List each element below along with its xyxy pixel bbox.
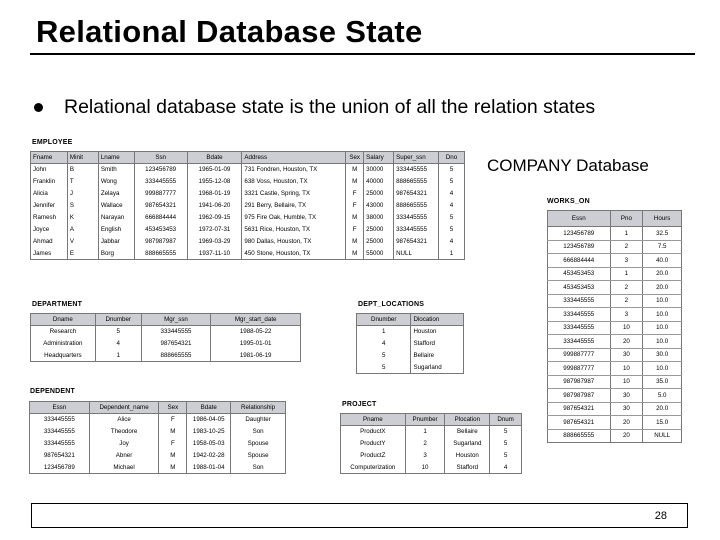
column-header: Pnumber (405, 414, 445, 426)
table-cell: F (159, 414, 187, 426)
table-cell: 1986-04-05 (187, 414, 231, 426)
table-cell: E (67, 248, 98, 260)
employee-table (30, 151, 465, 260)
table-cell: 4 (357, 338, 411, 350)
table-cell: 40.0 (643, 254, 682, 268)
table-cell: F (346, 200, 364, 212)
table-cell: 333445555 (30, 426, 90, 438)
table-cell: 15.0 (643, 416, 682, 430)
table-row (30, 450, 286, 462)
table-cell: 10 (610, 321, 643, 335)
table-row (548, 281, 682, 295)
table-cell: 5 (439, 176, 465, 188)
table-cell: 333445555 (548, 335, 611, 349)
table-cell: Alice (89, 414, 159, 426)
table-cell: 1983-10-25 (187, 426, 231, 438)
table-row (548, 362, 682, 376)
column-header: Dno (439, 152, 465, 164)
column-header: Minit (67, 152, 98, 164)
table-cell: 333445555 (141, 326, 211, 338)
bullet-dot-icon (34, 103, 43, 112)
table-cell: 888665555 (394, 200, 439, 212)
table-cell: 4 (490, 462, 522, 474)
table-cell: John (31, 164, 68, 176)
column-header: Dnumber (357, 314, 411, 326)
column-header: Relationship (231, 402, 286, 414)
table-cell: 35.0 (643, 375, 682, 389)
bullet-text: Relational database state is the union of all the relation states (64, 96, 596, 118)
table-cell: 1995-01-01 (211, 338, 301, 350)
table-cell: A (67, 224, 98, 236)
column-header: Sex (159, 402, 187, 414)
table-cell: J (67, 188, 98, 200)
table-cell: Wong (98, 176, 134, 188)
table-cell: 1 (357, 326, 411, 338)
table-cell: 10.0 (643, 321, 682, 335)
column-header: Sex (346, 152, 364, 164)
table-cell: 3 (610, 308, 643, 322)
table-cell: 1955-12-08 (187, 176, 242, 188)
table-cell: 987654321 (134, 200, 187, 212)
table-cell: 987654321 (548, 416, 611, 430)
table-cell: 1968-01-19 (187, 188, 242, 200)
table-cell: M (346, 176, 364, 188)
table-cell: 333445555 (548, 308, 611, 322)
table-cell: 333445555 (30, 438, 90, 450)
table-cell: 55000 (364, 248, 394, 260)
table-row (31, 236, 465, 248)
table-cell: Stafford (445, 462, 490, 474)
table-cell: 1 (610, 267, 643, 281)
table-cell: 2 (610, 294, 643, 308)
table-cell: Zelaya (98, 188, 134, 200)
table-cell: 4 (439, 188, 465, 200)
column-header: Super_ssn (394, 152, 439, 164)
table-cell: 25000 (364, 236, 394, 248)
table-cell: 333445555 (548, 321, 611, 335)
table-row (548, 294, 682, 308)
table-row (30, 414, 286, 426)
table-cell: 32.5 (643, 227, 682, 241)
table-cell: Bellaire (445, 426, 490, 438)
project-table (340, 413, 522, 474)
table-cell: 25000 (364, 188, 394, 200)
table-cell: 5 (439, 212, 465, 224)
table-cell: M (346, 164, 364, 176)
table-cell: NULL (643, 429, 682, 443)
column-header: Address (242, 152, 346, 164)
table-cell: 1988-01-04 (187, 462, 231, 474)
table-cell: 888665555 (141, 350, 211, 362)
table-cell: 1942-02-28 (187, 450, 231, 462)
table-cell: Son (231, 462, 286, 474)
table-cell: 25000 (364, 224, 394, 236)
table-cell: 5.0 (643, 389, 682, 403)
table-cell: 1 (610, 227, 643, 241)
table-cell: 975 Fire Oak, Humble, TX (242, 212, 346, 224)
table-cell: M (346, 212, 364, 224)
table-cell: 1969-03-29 (187, 236, 242, 248)
column-header: Dnum (490, 414, 522, 426)
table-cell: 10.0 (643, 308, 682, 322)
table-row (31, 176, 465, 188)
table-cell: NULL (394, 248, 439, 260)
table-cell: 1958-05-03 (187, 438, 231, 450)
table-cell: 638 Voss, Houston, TX (242, 176, 346, 188)
table-cell: Computerization (341, 462, 406, 474)
column-header: Plocation (445, 414, 490, 426)
table-row (548, 254, 682, 268)
table-row (341, 462, 522, 474)
table-cell: 30000 (364, 164, 394, 176)
table-cell: 4 (439, 236, 465, 248)
table-cell: 987654321 (394, 236, 439, 248)
employee-label: EMPLOYEE (32, 139, 73, 146)
table-cell: ProductX (341, 426, 406, 438)
table-row (31, 212, 465, 224)
table-cell: James (31, 248, 68, 260)
column-header: Essn (30, 402, 90, 414)
table-row (31, 248, 465, 260)
table-cell: 999887777 (548, 362, 611, 376)
table-cell: Wallace (98, 200, 134, 212)
table-cell: ProductZ (341, 450, 406, 462)
table-cell: 666884444 (134, 212, 187, 224)
column-header: Ssn (134, 152, 187, 164)
column-header: Mgr_ssn (141, 314, 211, 326)
table-cell: 5 (95, 326, 141, 338)
table-cell: B (67, 164, 98, 176)
table-cell: 5 (439, 164, 465, 176)
table-cell: M (346, 236, 364, 248)
table-row (548, 348, 682, 362)
table-cell: English (98, 224, 134, 236)
table-cell: Joyce (31, 224, 68, 236)
table-row (357, 350, 464, 362)
table-row (548, 321, 682, 335)
table-row (341, 426, 522, 438)
column-header: Dlocation (411, 314, 464, 326)
table-cell: Ahmad (31, 236, 68, 248)
table-cell: 123456789 (30, 462, 90, 474)
table-row (548, 335, 682, 349)
table-row (31, 326, 301, 338)
table-cell: 10.0 (643, 335, 682, 349)
table-row (548, 389, 682, 403)
table-cell: 10.0 (643, 362, 682, 376)
dept-locations-label: DEPT_LOCATIONS (358, 301, 425, 308)
table-cell: F (159, 438, 187, 450)
table-row (341, 450, 522, 462)
table-cell: 450 Stone, Houston, TX (242, 248, 346, 260)
table-cell: 20.0 (643, 267, 682, 281)
table-cell: 5631 Rice, Houston, TX (242, 224, 346, 236)
table-cell: 1981-06-19 (211, 350, 301, 362)
table-cell: M (159, 462, 187, 474)
table-cell: 999887777 (548, 348, 611, 362)
table-row (357, 362, 464, 374)
table-row (341, 438, 522, 450)
table-cell: 5 (439, 224, 465, 236)
table-cell: 453453453 (548, 281, 611, 295)
table-cell: Ramesh (31, 212, 68, 224)
column-header: Bdate (187, 152, 242, 164)
table-cell: Alicia (31, 188, 68, 200)
table-cell: Sugarland (411, 362, 464, 374)
table-row (548, 375, 682, 389)
column-header: Fname (31, 152, 68, 164)
table-row (31, 350, 301, 362)
table-cell: 123456789 (548, 240, 611, 254)
table-cell: Houston (411, 326, 464, 338)
table-cell: F (346, 224, 364, 236)
table-cell: 333445555 (394, 212, 439, 224)
table-cell: 987654321 (394, 188, 439, 200)
table-row (30, 426, 286, 438)
table-row (357, 338, 464, 350)
table-cell: 987987987 (548, 375, 611, 389)
table-cell: 5 (357, 350, 411, 362)
table-cell: Theodore (89, 426, 159, 438)
table-cell: Stafford (411, 338, 464, 350)
table-cell: Son (231, 426, 286, 438)
table-row (357, 326, 464, 338)
table-cell: 43000 (364, 200, 394, 212)
column-header: Dname (31, 314, 96, 326)
table-row (31, 188, 465, 200)
table-cell: 1937-11-10 (187, 248, 242, 260)
table-cell: M (346, 248, 364, 260)
table-cell: 10 (610, 375, 643, 389)
database-caption: COMPANY Database (487, 156, 649, 175)
table-cell: 2 (405, 438, 445, 450)
table-cell: Administration (31, 338, 96, 350)
column-header: Dependent_name (89, 402, 159, 414)
column-header: Lname (98, 152, 134, 164)
table-row (548, 267, 682, 281)
bullet-point (34, 96, 595, 119)
table-cell: 10.0 (643, 294, 682, 308)
table-cell: M (159, 426, 187, 438)
table-row (30, 462, 286, 474)
table-cell: 1988-05-22 (211, 326, 301, 338)
table-cell: Research (31, 326, 96, 338)
column-header: Pname (341, 414, 406, 426)
table-cell: 5 (357, 362, 411, 374)
table-row (548, 402, 682, 416)
table-cell: 1 (95, 350, 141, 362)
table-cell: 5 (490, 426, 522, 438)
table-cell: 987987987 (134, 236, 187, 248)
project-label: PROJECT (342, 401, 377, 408)
table-row (31, 200, 465, 212)
table-cell: 7.5 (643, 240, 682, 254)
table-cell: Jennifer (31, 200, 68, 212)
table-cell: 333445555 (134, 176, 187, 188)
table-cell: Borg (98, 248, 134, 260)
table-cell: Spouse (231, 438, 286, 450)
table-cell: Jabbar (98, 236, 134, 248)
table-cell: Spouse (231, 450, 286, 462)
table-cell: 38000 (364, 212, 394, 224)
table-cell: Houston (445, 450, 490, 462)
table-cell: 1 (439, 248, 465, 260)
table-cell: Abner (89, 450, 159, 462)
table-row (548, 308, 682, 322)
table-cell: Bellaire (411, 350, 464, 362)
table-cell: K (67, 212, 98, 224)
column-header: Salary (364, 152, 394, 164)
table-cell: 333445555 (394, 224, 439, 236)
table-cell: 2 (610, 240, 643, 254)
table-row (31, 224, 465, 236)
table-cell: 4 (95, 338, 141, 350)
column-header: Bdate (187, 402, 231, 414)
column-header: Mgr_start_date (211, 314, 301, 326)
table-cell: 888665555 (394, 176, 439, 188)
table-cell: 1965-01-09 (187, 164, 242, 176)
table-cell: 30 (610, 348, 643, 362)
table-cell: 10 (610, 362, 643, 376)
table-cell: 333445555 (548, 294, 611, 308)
table-cell: 10 (405, 462, 445, 474)
page-number: 28 (654, 510, 667, 522)
table-cell: Michael (89, 462, 159, 474)
table-cell: 123456789 (134, 164, 187, 176)
table-cell: Daughter (231, 414, 286, 426)
table-cell: 987987987 (548, 389, 611, 403)
table-cell: 987654321 (141, 338, 211, 350)
table-cell: S (67, 200, 98, 212)
table-cell: 1 (405, 426, 445, 438)
table-cell: 123456789 (548, 227, 611, 241)
table-cell: 3321 Castle, Spring, TX (242, 188, 346, 200)
table-cell: 1972-07-31 (187, 224, 242, 236)
table-cell: 20 (610, 335, 643, 349)
table-cell: T (67, 176, 98, 188)
table-row (30, 438, 286, 450)
dependent-label: DEPENDENT (30, 388, 75, 395)
table-cell: 4 (439, 200, 465, 212)
table-cell: F (346, 188, 364, 200)
table-cell: 1962-09-15 (187, 212, 242, 224)
table-cell: 987654321 (30, 450, 90, 462)
table-cell: 5 (490, 450, 522, 462)
table-cell: 2 (610, 281, 643, 295)
table-cell: ProductY (341, 438, 406, 450)
table-cell: 3 (610, 254, 643, 268)
dept-locations-table (356, 313, 464, 374)
table-row (31, 338, 301, 350)
table-cell: Smith (98, 164, 134, 176)
table-row (548, 240, 682, 254)
column-header: Essn (548, 211, 611, 227)
table-cell: 20.0 (643, 402, 682, 416)
table-cell: Narayan (98, 212, 134, 224)
table-cell: 30 (610, 402, 643, 416)
department-table (30, 313, 301, 362)
table-cell: 453453453 (548, 267, 611, 281)
table-cell: 20.0 (643, 281, 682, 295)
table-cell: 40000 (364, 176, 394, 188)
table-cell: 20 (610, 416, 643, 430)
table-cell: Franklin (31, 176, 68, 188)
column-header: Pno (610, 211, 643, 227)
department-label: DEPARTMENT (32, 301, 83, 308)
table-cell: 20 (610, 429, 643, 443)
table-cell: M (159, 450, 187, 462)
table-cell: 980 Dallas, Houston, TX (242, 236, 346, 248)
table-cell: 333445555 (30, 414, 90, 426)
table-cell: 453453453 (134, 224, 187, 236)
slide-title: Relational Database State (36, 14, 423, 49)
table-cell: 888665555 (548, 429, 611, 443)
table-cell: 987654321 (548, 402, 611, 416)
table-cell: 999887777 (134, 188, 187, 200)
title-underline (30, 53, 695, 55)
table-cell: Sugarland (445, 438, 490, 450)
table-row (31, 164, 465, 176)
table-row (548, 416, 682, 430)
table-row (548, 227, 682, 241)
table-cell: 3 (405, 450, 445, 462)
table-cell: 5 (490, 438, 522, 450)
table-cell: 666884444 (548, 254, 611, 268)
column-header: Dnumber (95, 314, 141, 326)
table-cell: Headquarters (31, 350, 96, 362)
table-cell: 333445555 (394, 164, 439, 176)
table-row (548, 429, 682, 443)
works-on-label: WORKS_ON (547, 198, 590, 205)
table-cell: Joy (89, 438, 159, 450)
works-on-table (547, 210, 682, 443)
table-cell: 30.0 (643, 348, 682, 362)
table-cell: 30 (610, 389, 643, 403)
table-cell: 731 Fondren, Houston, TX (242, 164, 346, 176)
dependent-table (29, 401, 286, 474)
table-cell: 888665555 (134, 248, 187, 260)
table-cell: 291 Berry, Bellaire, TX (242, 200, 346, 212)
table-cell: 1941-06-20 (187, 200, 242, 212)
column-header: Hours (643, 211, 682, 227)
table-cell: V (67, 236, 98, 248)
footer-bar (31, 503, 688, 528)
